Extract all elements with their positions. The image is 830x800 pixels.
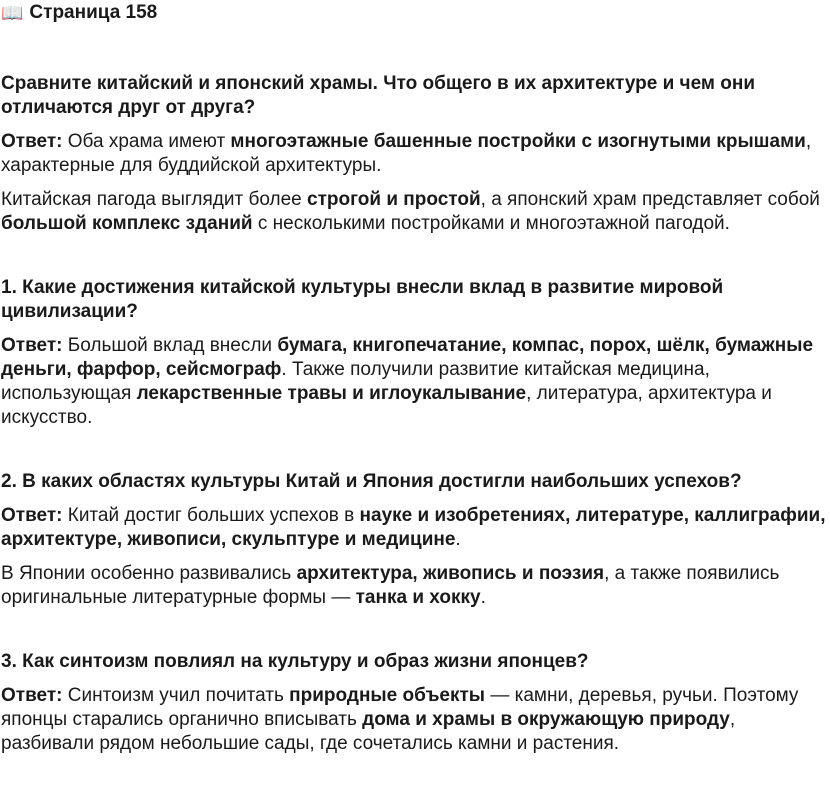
answer-label: Ответ: — [1, 131, 68, 152]
question-heading: Сравните китайский и японский храмы. Что общего в их архитектуре и чем они отличаются друг от друга? — [1, 73, 755, 118]
answer-text: Оба храма имеют — [67, 131, 231, 152]
answer-continuation — [1, 188, 830, 236]
answer-paragraph — [1, 130, 830, 178]
bold-term: бумага, книгопечатание, компас, порох, шёлк, бумажные деньги, фарфор, сейсмограф — [1, 335, 814, 380]
page-title: Страница 158 — [29, 2, 158, 23]
answer-label: Ответ: — [1, 685, 68, 706]
bold-term: дома и храмы в окружающую природу — [362, 709, 730, 730]
answer-text: , а также появились оригинальные литературные формы — — [1, 563, 780, 608]
content — [1, 72, 830, 756]
bold-term: большой комплекс зданий — [1, 213, 253, 234]
answer-text: , а японский храм представляет собой — [480, 189, 820, 210]
answer-paragraph — [1, 684, 830, 756]
answer-text: . — [480, 587, 486, 608]
answer-paragraph — [1, 334, 830, 430]
qa-section — [1, 276, 830, 430]
answer-text: , литература, архитектура и искусство. — [1, 383, 772, 428]
bold-term: природные объекты — [289, 685, 486, 706]
answer-text: — камни, деревья, ручьи. Поэтому японцы старались органично вписывать — [1, 685, 799, 730]
answer-continuation — [1, 562, 830, 610]
answer-text: Большой вклад внесли — [67, 335, 278, 356]
question-heading: 1. Какие достижения китайской культуры внесли вклад в развитие мировой цивилизации? — [1, 277, 724, 322]
answer-text: . — [455, 529, 461, 550]
bold-term: танка и хокку — [355, 587, 481, 608]
qa-section — [1, 650, 830, 756]
answer-text: В Японии особенно развивались — [1, 563, 297, 584]
answer-text: , характерные для буддийской архитектуры. — [1, 131, 812, 176]
answer-paragraph — [1, 504, 830, 552]
question-heading: 2. В каких областях культуры Китай и Япония достигли наибольших успехов? — [1, 471, 742, 492]
question-heading: 3. Как синтоизм повлиял на культуру и образ жизни японцев? — [1, 651, 589, 672]
answer-text: Китай достиг больших успехов в — [67, 505, 360, 526]
bold-term: многоэтажные башенные постройки с изогнутыми крышами — [230, 131, 806, 152]
bold-term: науке и изобретениях, литературе, каллиграфии, архитектуре, живописи, скульптуре и медицине — [1, 505, 826, 550]
bold-term: строгой и простой — [307, 189, 481, 210]
page-header — [1, 0, 830, 26]
answer-label: Ответ: — [1, 505, 68, 526]
answer-text: . Также получили развитие китайская медицина, использующая — [1, 359, 710, 404]
answer-label: Ответ: — [1, 335, 68, 356]
answer-text: Китайская пагода выглядит более — [1, 189, 308, 210]
qa-section — [1, 470, 830, 610]
qa-section — [1, 72, 830, 236]
answer-text: , разбивали рядом небольшие сады, где сочетались камни и растения. — [1, 709, 736, 754]
open-book-icon: 📖 — [1, 2, 24, 23]
answer-text: с несколькими постройками и многоэтажной пагодой. — [252, 213, 730, 234]
bold-term: архитектура, живопись и поэзия — [296, 563, 605, 584]
bold-term: лекарственные травы и иглоукалывание — [136, 383, 527, 404]
answer-text: Синтоизм учил почитать — [67, 685, 290, 706]
